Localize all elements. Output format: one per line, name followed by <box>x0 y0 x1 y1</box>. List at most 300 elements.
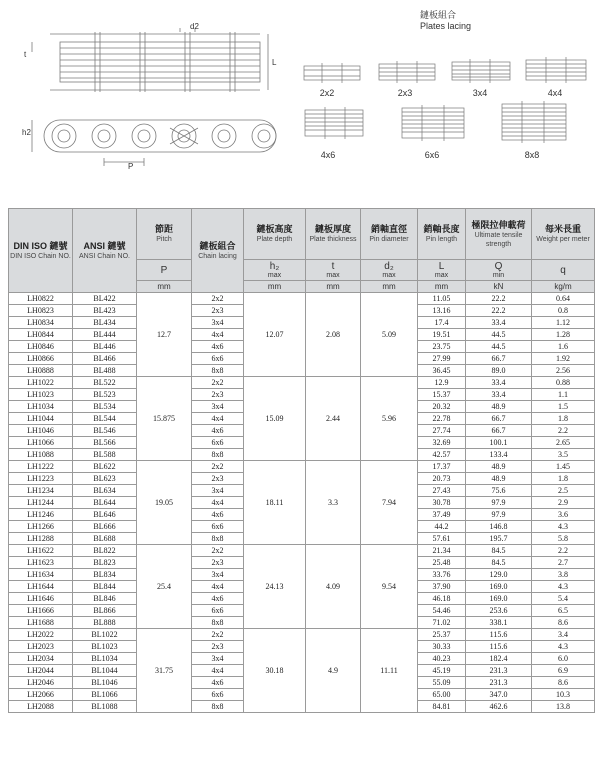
lacing-4x4-drawing <box>524 56 588 84</box>
table-row <box>9 629 595 641</box>
weight-value: 4.3 <box>532 521 595 533</box>
chain-front-view-drawing <box>20 108 300 170</box>
header-weight <box>532 209 595 260</box>
header-tensile-zh: 極限拉伸載荷 <box>471 219 526 230</box>
ansi-chain-no: BL434 <box>73 317 137 329</box>
plate-depth-value: 18.11 <box>244 461 306 545</box>
ansi-chain-no: BL566 <box>73 437 137 449</box>
table-row <box>9 293 595 305</box>
pin-length-value: 15.37 <box>418 389 466 401</box>
tensile-value: 75.6 <box>466 485 532 497</box>
lacing-caption-4x6: 4x6 <box>320 150 336 160</box>
ansi-chain-no: BL1044 <box>73 665 137 677</box>
tensile-value: 33.4 <box>466 317 532 329</box>
tensile-value: 195.7 <box>466 533 532 545</box>
din-chain-no: LH2023 <box>9 641 73 653</box>
pin-length-value: 21.34 <box>418 545 466 557</box>
lacing-value: 6x6 <box>192 353 244 365</box>
lacing-caption-2x3: 2x3 <box>397 88 413 98</box>
ansi-chain-no: BL446 <box>73 341 137 353</box>
header-pitch-en: Pitch <box>156 236 172 243</box>
pin-length-value: 30.33 <box>418 641 466 653</box>
pitch-value: 12.7 <box>137 293 192 377</box>
pin-length-value: 33.76 <box>418 569 466 581</box>
lacing-caption-3x4: 3x4 <box>472 88 488 98</box>
din-chain-no: LH1288 <box>9 533 73 545</box>
pin-diameter-max: max <box>382 271 396 279</box>
tensile-value: 48.9 <box>466 473 532 485</box>
table-body <box>9 293 595 713</box>
pin-length-value: 36.45 <box>418 365 466 377</box>
tensile-value: 115.6 <box>466 641 532 653</box>
plate-depth-value: 15.09 <box>244 377 306 461</box>
ansi-chain-no: BL1066 <box>73 689 137 701</box>
header-pin-diameter-symbol <box>361 260 418 281</box>
pin-diameter-value: 5.96 <box>361 377 418 461</box>
pin-length-value: 27.43 <box>418 485 466 497</box>
din-chain-no: LH1688 <box>9 617 73 629</box>
header-pin-length-en: Pin length <box>425 236 458 243</box>
table-row <box>9 377 595 389</box>
weight-value: 3.4 <box>532 629 595 641</box>
pin-length-value: 65.00 <box>418 689 466 701</box>
tensile-value: 231.3 <box>466 665 532 677</box>
pin-length-value: 25.37 <box>418 629 466 641</box>
header-plate-thickness <box>306 209 361 260</box>
weight-value: 2.9 <box>532 497 595 509</box>
lacing-value: 8x8 <box>192 449 244 461</box>
tensile-value: 169.0 <box>466 593 532 605</box>
ansi-chain-no: BL646 <box>73 509 137 521</box>
lacing-value: 3x4 <box>192 317 244 329</box>
tensile-value: 253.6 <box>466 605 532 617</box>
header-tensile <box>466 209 532 260</box>
ansi-chain-no: BL488 <box>73 365 137 377</box>
tensile-value: 66.7 <box>466 353 532 365</box>
unit-plate-depth: mm <box>244 281 306 293</box>
plate-depth-symbol: h₂ <box>269 260 280 272</box>
lacing-2x3-drawing <box>377 60 437 84</box>
ansi-chain-no: BL822 <box>73 545 137 557</box>
din-chain-no: LH1666 <box>9 605 73 617</box>
din-chain-no: LH2044 <box>9 665 73 677</box>
din-chain-no: LH2022 <box>9 629 73 641</box>
tensile-value: 97.9 <box>466 497 532 509</box>
tensile-symbol: Q <box>494 260 503 272</box>
pin-length-value: 27.99 <box>418 353 466 365</box>
pin-length-value: 46.18 <box>418 593 466 605</box>
pin-length-value: 17.4 <box>418 317 466 329</box>
weight-value: 1.8 <box>532 473 595 485</box>
din-chain-no: LH1044 <box>9 413 73 425</box>
din-chain-no: LH1222 <box>9 461 73 473</box>
weight-value: 6.5 <box>532 605 595 617</box>
lacing-value: 4x4 <box>192 413 244 425</box>
pin-length-value: 12.9 <box>418 377 466 389</box>
tensile-value: 22.2 <box>466 293 532 305</box>
header-pin-length-symbol <box>418 260 466 281</box>
pin-length-value: 11.05 <box>418 293 466 305</box>
tensile-value: 169.0 <box>466 581 532 593</box>
header-tensile-en: Ultimate tensile strength <box>474 231 523 248</box>
din-chain-no: LH1066 <box>9 437 73 449</box>
lacing-value: 3x4 <box>192 485 244 497</box>
tensile-value: 44.5 <box>466 341 532 353</box>
tensile-value: 100.1 <box>466 437 532 449</box>
pin-length-value: 23.75 <box>418 341 466 353</box>
header-din <box>9 209 73 293</box>
din-chain-no: LH2088 <box>9 701 73 713</box>
weight-value: 1.1 <box>532 389 595 401</box>
tensile-value: 115.6 <box>466 629 532 641</box>
lacing-value: 2x3 <box>192 557 244 569</box>
pitch-value: 15.875 <box>137 377 192 461</box>
pitch-value: 31.75 <box>137 629 192 713</box>
ansi-chain-no: BL634 <box>73 485 137 497</box>
din-chain-no: LH1234 <box>9 485 73 497</box>
pin-length-value: 20.73 <box>418 473 466 485</box>
lacing-value: 8x8 <box>192 617 244 629</box>
weight-value: 1.45 <box>532 461 595 473</box>
pin-length-value: 40.23 <box>418 653 466 665</box>
lacing-caption-4x4: 4x4 <box>547 88 563 98</box>
plate-thickness-value: 4.9 <box>306 629 361 713</box>
weight-value: 1.28 <box>532 329 595 341</box>
pitch-value: 25.4 <box>137 545 192 629</box>
header-pin-diameter-en: Pin diameter <box>369 236 409 243</box>
plate-depth-value: 24.13 <box>244 545 306 629</box>
ansi-chain-no: BL688 <box>73 533 137 545</box>
weight-value: 4.3 <box>532 641 595 653</box>
tensile-value: 146.8 <box>466 521 532 533</box>
plate-thickness-value: 4.09 <box>306 545 361 629</box>
lacing-value: 3x4 <box>192 401 244 413</box>
tensile-value: 462.6 <box>466 701 532 713</box>
pitch-value: 19.05 <box>137 461 192 545</box>
chain-spec-table <box>8 208 595 713</box>
ansi-chain-no: BL423 <box>73 305 137 317</box>
lacing-value: 4x4 <box>192 497 244 509</box>
header-pin-length-zh: 銷軸長度 <box>423 224 460 234</box>
tensile-value: 231.3 <box>466 677 532 689</box>
tensile-value: 48.9 <box>466 401 532 413</box>
ansi-chain-no: BL534 <box>73 401 137 413</box>
header-lacing-zh: 鏈板組合 <box>199 240 236 251</box>
pin-length-value: 45.19 <box>418 665 466 677</box>
din-chain-no: LH1034 <box>9 401 73 413</box>
din-chain-no: LH1023 <box>9 389 73 401</box>
unit-pitch: mm <box>137 281 192 293</box>
lacing-value: 4x6 <box>192 593 244 605</box>
pin-length-value: 54.46 <box>418 605 466 617</box>
lacing-value: 8x8 <box>192 533 244 545</box>
lacing-value: 6x6 <box>192 437 244 449</box>
pin-length-value: 37.49 <box>418 509 466 521</box>
weight-value: 5.4 <box>532 593 595 605</box>
unit-pin-length: mm <box>418 281 466 293</box>
din-chain-no: LH1266 <box>9 521 73 533</box>
weight-value: 1.12 <box>532 317 595 329</box>
header-pin-diameter <box>361 209 418 260</box>
weight-value: 3.6 <box>532 509 595 521</box>
weight-value: 2.7 <box>532 557 595 569</box>
header-plate-depth-en: Plate depth <box>256 236 293 243</box>
ansi-chain-no: BL888 <box>73 617 137 629</box>
pin-length-value: 20.32 <box>418 401 466 413</box>
pin-length-max: max <box>434 271 449 279</box>
pin-diameter-symbol: d₂ <box>384 260 394 272</box>
header-weight-symbol <box>532 260 595 281</box>
lacing-3x4-drawing <box>450 58 512 84</box>
unit-pin-diameter: mm <box>361 281 418 293</box>
header-ansi-zh: ANSI 鏈號 <box>83 240 126 251</box>
L-label: L <box>272 58 277 67</box>
unit-tensile: kN <box>466 281 532 293</box>
header-lacing <box>192 209 244 293</box>
header-lacing-en: Chain lacing <box>198 252 237 260</box>
ansi-chain-no: BL1022 <box>73 629 137 641</box>
tensile-value: 22.2 <box>466 305 532 317</box>
plate-thickness-symbol: t <box>331 260 335 272</box>
tensile-value: 48.9 <box>466 461 532 473</box>
lacing-value: 2x2 <box>192 545 244 557</box>
weight-value: 2.56 <box>532 365 595 377</box>
weight-symbol: q <box>560 264 566 276</box>
pin-diameter-value: 11.11 <box>361 629 418 713</box>
din-chain-no: LH2034 <box>9 653 73 665</box>
plate-thickness-value: 2.44 <box>306 377 361 461</box>
din-chain-no: LH0822 <box>9 293 73 305</box>
tensile-value: 44.5 <box>466 329 532 341</box>
weight-value: 2.2 <box>532 425 595 437</box>
ansi-chain-no: BL823 <box>73 557 137 569</box>
pin-diameter-value: 9.54 <box>361 545 418 629</box>
tensile-value: 182.4 <box>466 653 532 665</box>
lacing-value: 2x2 <box>192 293 244 305</box>
weight-value: 1.92 <box>532 353 595 365</box>
din-chain-no: LH1046 <box>9 425 73 437</box>
weight-value: 8.6 <box>532 617 595 629</box>
din-chain-no: LH0866 <box>9 353 73 365</box>
ansi-chain-no: BL544 <box>73 413 137 425</box>
header-plate-thickness-symbol <box>306 260 361 281</box>
header-plate-depth <box>244 209 306 260</box>
weight-value: 0.64 <box>532 293 595 305</box>
ansi-chain-no: BL1046 <box>73 677 137 689</box>
plate-thickness-value: 2.08 <box>306 293 361 377</box>
plate-thickness-max: max <box>326 271 340 279</box>
header-pitch-symbol <box>137 260 192 281</box>
din-chain-no: LH0888 <box>9 365 73 377</box>
header-plate-depth-zh: 鏈板高度 <box>256 224 293 234</box>
pin-length-value: 27.74 <box>418 425 466 437</box>
plates-lacing-title-en: Plates lacing <box>420 21 472 31</box>
din-chain-no: LH0834 <box>9 317 73 329</box>
tensile-value: 347.0 <box>466 689 532 701</box>
pin-length-value: 55.09 <box>418 677 466 689</box>
weight-value: 2.5 <box>532 485 595 497</box>
lacing-value: 6x6 <box>192 521 244 533</box>
weight-value: 3.5 <box>532 449 595 461</box>
ansi-chain-no: BL866 <box>73 605 137 617</box>
P-label: P <box>128 162 134 171</box>
lacing-caption-8x8: 8x8 <box>524 150 540 160</box>
pin-length-value: 37.90 <box>418 581 466 593</box>
header-plate-depth-symbol <box>244 260 306 281</box>
tensile-value: 66.7 <box>466 425 532 437</box>
t-label: t <box>24 50 27 59</box>
lacing-value: 6x6 <box>192 605 244 617</box>
weight-value: 2.65 <box>532 437 595 449</box>
weight-value: 1.5 <box>532 401 595 413</box>
weight-value: 0.88 <box>532 377 595 389</box>
chain-drawings <box>0 0 600 205</box>
lacing-value: 4x6 <box>192 509 244 521</box>
tensile-value: 338.1 <box>466 617 532 629</box>
lacing-6x6-drawing <box>400 104 466 142</box>
d2-label: d2 <box>190 22 199 31</box>
ansi-chain-no: BL644 <box>73 497 137 509</box>
tensile-value: 84.5 <box>466 545 532 557</box>
weight-value: 6.0 <box>532 653 595 665</box>
ansi-chain-no: BL546 <box>73 425 137 437</box>
header-tensile-symbol <box>466 260 532 281</box>
header-pitch <box>137 209 192 260</box>
lacing-value: 4x6 <box>192 425 244 437</box>
pin-length-symbol: L <box>438 260 445 272</box>
lacing-caption-6x6: 6x6 <box>424 150 440 160</box>
ansi-chain-no: BL844 <box>73 581 137 593</box>
ansi-chain-no: BL1088 <box>73 701 137 713</box>
tensile-value: 33.4 <box>466 377 532 389</box>
weight-value: 5.8 <box>532 533 595 545</box>
plates-lacing-title-zh: 鏈板組合 <box>420 10 457 20</box>
tensile-value: 84.5 <box>466 557 532 569</box>
ansi-chain-no: BL666 <box>73 521 137 533</box>
pin-length-value: 84.81 <box>418 701 466 713</box>
pin-length-value: 30.78 <box>418 497 466 509</box>
pin-diameter-value: 7.94 <box>361 461 418 545</box>
lacing-value: 4x4 <box>192 329 244 341</box>
weight-value: 13.8 <box>532 701 595 713</box>
din-chain-no: LH1244 <box>9 497 73 509</box>
weight-value: 6.9 <box>532 665 595 677</box>
header-pin-length <box>418 209 466 260</box>
pin-length-value: 44.2 <box>418 521 466 533</box>
lacing-value: 2x2 <box>192 461 244 473</box>
h2-label: h2 <box>22 128 31 137</box>
din-chain-no: LH0823 <box>9 305 73 317</box>
pin-length-value: 57.61 <box>418 533 466 545</box>
plate-depth-value: 30.18 <box>244 629 306 713</box>
pin-length-value: 25.48 <box>418 557 466 569</box>
pin-length-value: 17.37 <box>418 461 466 473</box>
lacing-caption-2x2: 2x2 <box>319 88 335 98</box>
ansi-chain-no: BL422 <box>73 293 137 305</box>
header-plate-thickness-en: Plate thickness <box>309 236 357 243</box>
ansi-chain-no: BL623 <box>73 473 137 485</box>
ansi-chain-no: BL522 <box>73 377 137 389</box>
ansi-chain-no: BL834 <box>73 569 137 581</box>
din-chain-no: LH1022 <box>9 377 73 389</box>
unit-weight: kg/m <box>532 281 595 293</box>
tensile-value: 33.4 <box>466 389 532 401</box>
table-row <box>9 461 595 473</box>
lacing-value: 2x3 <box>192 641 244 653</box>
lacing-value: 2x3 <box>192 473 244 485</box>
lacing-value: 8x8 <box>192 365 244 377</box>
din-chain-no: LH2046 <box>9 677 73 689</box>
pin-length-value: 19.51 <box>418 329 466 341</box>
ansi-chain-no: BL846 <box>73 593 137 605</box>
pitch-symbol: P <box>160 264 168 276</box>
weight-value: 1.8 <box>532 413 595 425</box>
lacing-value: 2x2 <box>192 377 244 389</box>
weight-value: 1.6 <box>532 341 595 353</box>
header-ansi-en: ANSI Chain NO. <box>79 252 130 260</box>
lacing-4x6-drawing <box>303 106 365 140</box>
ansi-chain-no: BL444 <box>73 329 137 341</box>
ansi-chain-no: BL523 <box>73 389 137 401</box>
header-din-en: DIN ISO Chain NO. <box>10 252 71 260</box>
lacing-value: 4x6 <box>192 677 244 689</box>
lacing-value: 6x6 <box>192 689 244 701</box>
lacing-value: 4x4 <box>192 665 244 677</box>
din-chain-no: LH1646 <box>9 593 73 605</box>
lacing-value: 4x6 <box>192 341 244 353</box>
weight-value: 4.3 <box>532 581 595 593</box>
lacing-value: 2x3 <box>192 305 244 317</box>
tensile-value: 66.7 <box>466 413 532 425</box>
header-pin-diameter-zh: 銷軸直徑 <box>370 224 407 234</box>
table-row <box>9 545 595 557</box>
pin-length-value: 22.78 <box>418 413 466 425</box>
din-chain-no: LH2066 <box>9 689 73 701</box>
din-chain-no: LH1223 <box>9 473 73 485</box>
tensile-value: 97.9 <box>466 509 532 521</box>
plate-thickness-value: 3.3 <box>306 461 361 545</box>
pin-length-value: 71.02 <box>418 617 466 629</box>
pin-diameter-value: 5.09 <box>361 293 418 377</box>
chain-side-view-drawing <box>20 28 300 96</box>
lacing-value: 4x4 <box>192 581 244 593</box>
lacing-2x2-drawing <box>302 62 362 84</box>
header-pitch-zh: 節距 <box>154 224 173 234</box>
din-chain-no: LH1623 <box>9 557 73 569</box>
header-din-zh: DIN ISO 鏈號 <box>13 240 68 251</box>
din-chain-no: LH1634 <box>9 569 73 581</box>
header-weight-zh: 每米長重 <box>544 224 581 234</box>
plates-lacing-title <box>420 10 471 32</box>
header-plate-thickness-zh: 鏈板厚度 <box>314 224 351 234</box>
tensile-value: 133.4 <box>466 449 532 461</box>
header-ansi <box>73 209 137 293</box>
ansi-chain-no: BL588 <box>73 449 137 461</box>
ansi-chain-no: BL1023 <box>73 641 137 653</box>
plate-depth-value: 12.07 <box>244 293 306 377</box>
tensile-min: min <box>492 271 505 279</box>
weight-value: 3.8 <box>532 569 595 581</box>
pin-length-value: 32.69 <box>418 437 466 449</box>
ansi-chain-no: BL466 <box>73 353 137 365</box>
tensile-value: 129.0 <box>466 569 532 581</box>
weight-value: 10.3 <box>532 689 595 701</box>
table-header <box>9 209 595 293</box>
plate-depth-max: max <box>267 271 282 279</box>
tensile-value: 89.0 <box>466 365 532 377</box>
weight-value: 2.2 <box>532 545 595 557</box>
lacing-value: 2x2 <box>192 629 244 641</box>
